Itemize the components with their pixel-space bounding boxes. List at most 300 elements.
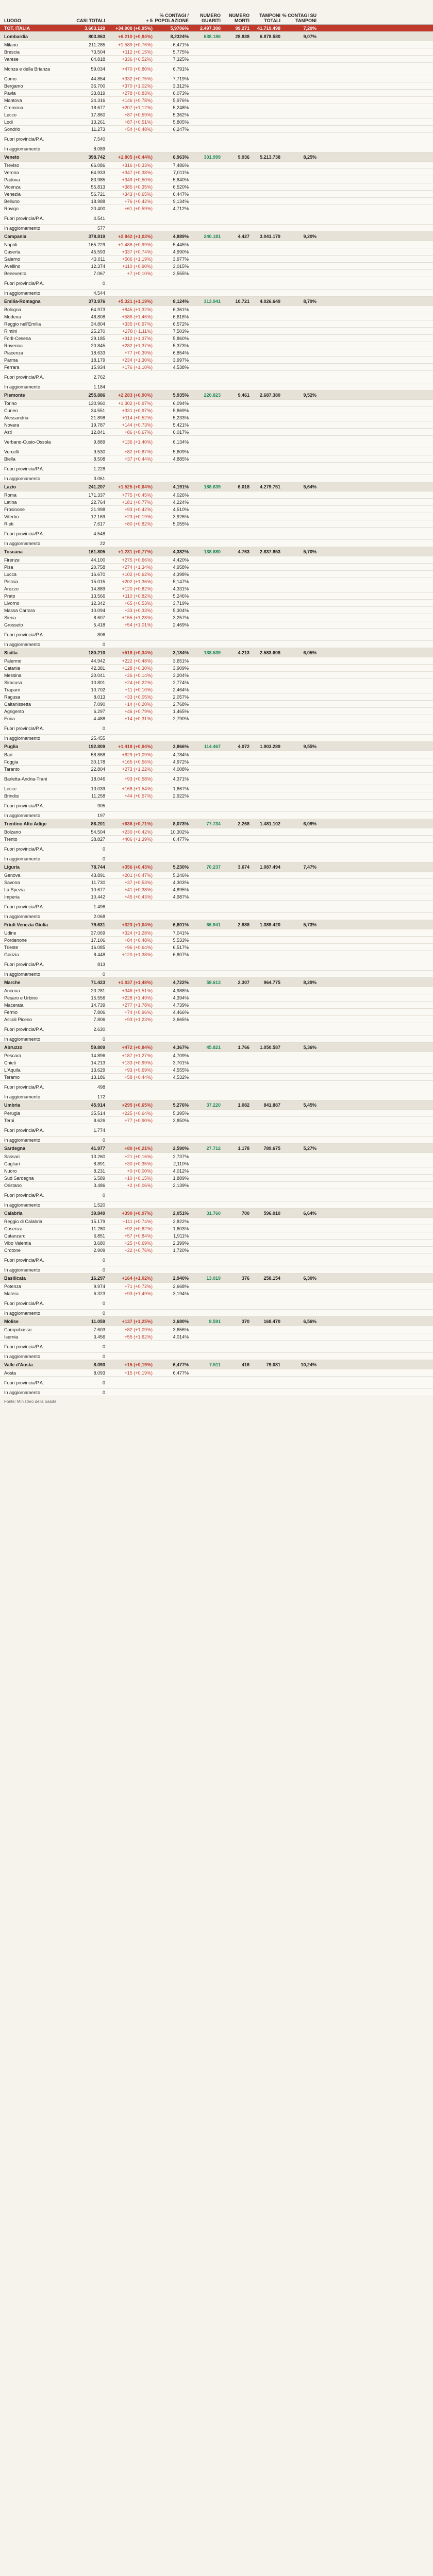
province-cases: 3.486 — [93, 1182, 105, 1188]
province-cases: 813 — [97, 961, 105, 967]
province-name: Reggio nell'Emilia — [4, 321, 41, 327]
region-healed: 138.880 — [204, 549, 221, 554]
province-name: Taranto — [4, 766, 20, 772]
region-row[interactable] — [0, 742, 433, 751]
region-healed: 114.467 — [204, 743, 221, 749]
region-row[interactable] — [0, 1043, 433, 1052]
region-row[interactable] — [0, 862, 433, 872]
province-row — [0, 1189, 433, 1201]
col-contagi-tamponi[interactable]: % CONTAGI SU TAMPONI — [282, 13, 317, 23]
region-ratio: 5,27% — [303, 1145, 317, 1151]
region-delta: +1.525 (+0,64%) — [118, 484, 153, 489]
region-pct: 2,051% — [173, 1210, 189, 1216]
region-deaths: 4.213 — [238, 650, 249, 655]
province-delta: +54 (+0,48%) — [124, 126, 153, 132]
province-name: In aggiornamento — [4, 641, 41, 647]
province-delta: +225 (+0,64%) — [122, 1110, 153, 1116]
province-row — [0, 499, 433, 506]
province-delta: +93 (+0,69%) — [124, 1067, 153, 1073]
province-pct: 6,517% — [173, 944, 189, 950]
province-pct: 2,399% — [173, 1240, 189, 1246]
province-pct: 7,325% — [173, 56, 189, 62]
province-delta: +230 (+0,42%) — [122, 829, 153, 835]
province-delta: +14 (+0,20%) — [124, 701, 153, 707]
province-row — [0, 357, 433, 364]
province-delta: +30 (+0,35%) — [124, 1161, 153, 1166]
region-ratio: 6,09% — [303, 821, 317, 826]
province-pct: 6,447% — [173, 191, 189, 197]
province-row — [0, 701, 433, 708]
province-pct: 2,668% — [173, 1283, 189, 1289]
province-cases: 20.845 — [91, 343, 105, 348]
region-tests: 1.481.102 — [259, 821, 280, 826]
total-name: TOT. ITALIA — [4, 25, 30, 31]
region-row[interactable] — [0, 391, 433, 400]
province-row — [0, 958, 433, 971]
province-pct: 3,257% — [173, 615, 189, 620]
province-row — [0, 169, 433, 176]
province-delta: +55 (+1,62%) — [124, 1334, 153, 1340]
province-row — [0, 1290, 433, 1297]
province-pct: 6,807% — [173, 952, 189, 957]
region-tests: 3.041.179 — [259, 233, 280, 239]
col-tamponi[interactable]: TAMPONI TOTALI — [259, 13, 280, 23]
province-name: Teramo — [4, 1074, 20, 1080]
region-delta: +137 (+1,25%) — [122, 1318, 153, 1324]
province-name: Lecco — [4, 112, 17, 117]
region-healed: 31.760 — [206, 1210, 221, 1216]
province-row — [0, 735, 433, 742]
province-row — [0, 371, 433, 383]
province-name: Fuori provincia/P.A. — [4, 725, 44, 731]
province-cases: 36.700 — [91, 83, 105, 89]
col-guariti[interactable]: NUMERO GUARITI — [200, 13, 221, 23]
region-pct: 8,073% — [173, 821, 189, 826]
region-row[interactable] — [0, 819, 433, 828]
province-name: Sondrio — [4, 126, 21, 132]
province-name: Terni — [4, 1117, 14, 1123]
region-row[interactable] — [0, 297, 433, 306]
province-cases: 64.818 — [91, 56, 105, 62]
province-row — [0, 1117, 433, 1124]
province-name: In aggiornamento — [4, 1389, 41, 1395]
province-delta: +10 (+0,15%) — [124, 1175, 153, 1181]
province-row — [0, 1124, 433, 1137]
province-cases: 197 — [97, 812, 105, 818]
province-name: Barletta-Andria-Trani — [4, 776, 47, 782]
region-deaths: 3.674 — [238, 864, 249, 870]
region-delta: +5.321 (+1,19%) — [118, 298, 153, 304]
province-row — [0, 1167, 433, 1175]
province-pct: 1,720% — [173, 1247, 189, 1253]
province-name: Messina — [4, 672, 22, 678]
province-row — [0, 1377, 433, 1389]
region-healed: 13.019 — [206, 1275, 221, 1281]
province-delta: +775 (+0,45%) — [122, 492, 153, 498]
province-row — [0, 564, 433, 571]
province-cases: 15.015 — [91, 579, 105, 584]
region-tests: 2.583.608 — [259, 650, 280, 655]
province-name: Fuori provincia/P.A. — [4, 803, 44, 808]
province-pct: 6,572% — [173, 321, 189, 327]
province-row — [0, 1023, 433, 1036]
province-cases: 7.617 — [93, 521, 105, 527]
province-cases: 18.677 — [91, 105, 105, 110]
province-cases: 4.548 — [93, 531, 105, 536]
province-delta: +14 (+0,31%) — [124, 716, 153, 721]
province-pct: 4,987% — [173, 894, 189, 900]
province-cases: 0 — [102, 641, 105, 647]
province-pct: 4,014% — [173, 1334, 189, 1340]
province-cases: 64.973 — [91, 307, 105, 312]
province-delta: +312 (+1,37%) — [122, 335, 153, 341]
province-pct: 4,420% — [173, 557, 189, 563]
province-row — [0, 328, 433, 335]
province-name: Pescara — [4, 1053, 22, 1058]
region-delta: +15 (+0,19%) — [124, 1362, 153, 1367]
province-name: In aggiornamento — [4, 1353, 41, 1359]
province-delta: +165 (+0,56%) — [122, 759, 153, 765]
region-ratio: 5,70% — [303, 549, 317, 554]
province-row — [0, 400, 433, 407]
province-pct: 4,555% — [173, 1067, 189, 1073]
region-name: Lombardia — [4, 33, 28, 39]
province-pct: 3,850% — [173, 1117, 189, 1123]
province-row — [0, 429, 433, 436]
region-deaths: 376 — [241, 1275, 249, 1281]
province-name: Foggia — [4, 759, 19, 765]
province-pct: 7,486% — [173, 162, 189, 168]
province-row — [0, 290, 433, 297]
province-row — [0, 1247, 433, 1254]
province-delta: +86 (+0,67%) — [124, 429, 153, 435]
region-row[interactable] — [0, 482, 433, 492]
region-tests: 4.026.649 — [259, 298, 280, 304]
province-row — [0, 407, 433, 414]
province-cases: 25.270 — [91, 328, 105, 334]
region-row[interactable] — [0, 1274, 433, 1283]
province-name: Fuori provincia/P.A. — [4, 466, 44, 471]
province-name: Pisa — [4, 564, 13, 570]
province-delta: +144 (+0,73%) — [122, 422, 153, 428]
province-row — [0, 277, 433, 290]
province-name: Fuori provincia/P.A. — [4, 374, 44, 380]
province-pct: 4,958% — [173, 564, 189, 570]
province-delta: +406 (+1,39%) — [122, 836, 153, 842]
province-cases: 0 — [102, 846, 105, 852]
province-row — [0, 971, 433, 978]
region-name: Liguria — [4, 864, 20, 870]
province-name: In aggiornamento — [4, 1202, 41, 1208]
province-row — [0, 162, 433, 169]
province-cases: 66.086 — [91, 162, 105, 168]
region-healed: 138.539 — [204, 650, 221, 655]
region-pct: 5,276% — [173, 1102, 189, 1108]
province-delta: +76 (+0,42%) — [124, 198, 153, 204]
province-delta: +336 (+0,52%) — [122, 56, 153, 62]
province-pct: 6,247% — [173, 126, 189, 132]
region-deaths: 9.936 — [238, 154, 249, 160]
region-row[interactable] — [0, 1144, 433, 1153]
province-row — [0, 792, 433, 800]
region-tests: 79.081 — [266, 1362, 280, 1367]
province-cases: 14.739 — [91, 1002, 105, 1008]
province-pct: 3,651% — [173, 658, 189, 664]
region-row[interactable] — [0, 547, 433, 556]
province-cases: 13.039 — [91, 786, 105, 791]
province-name: In aggiornamento — [4, 476, 41, 481]
province-row — [0, 1059, 433, 1066]
province-row — [0, 475, 433, 482]
province-row — [0, 600, 433, 607]
province-pct: 5,373% — [173, 343, 189, 348]
province-name: Sassari — [4, 1154, 20, 1159]
region-delta: +472 (+0,84%) — [122, 1044, 153, 1050]
province-row — [0, 893, 433, 901]
province-delta: +234 (+1,30%) — [122, 357, 153, 363]
region-ratio: 10,24% — [301, 1362, 317, 1367]
province-row — [0, 145, 433, 152]
province-pct: 6,616% — [173, 314, 189, 319]
province-cases: 18.179 — [91, 357, 105, 363]
province-pct: 5,362% — [173, 112, 189, 117]
province-cases: 43.891 — [91, 872, 105, 878]
region-deaths: 10.721 — [235, 298, 249, 304]
region-tests: 1.050.587 — [259, 1044, 280, 1050]
province-pct: 3,656% — [173, 1327, 189, 1332]
province-pct: 10,302% — [170, 829, 189, 835]
province-cases: 7.540 — [93, 136, 105, 142]
province-row — [0, 1093, 433, 1100]
total-cases: 3.603.129 — [84, 25, 105, 31]
province-cases: 12.374 — [91, 263, 105, 269]
region-tests: 841.887 — [263, 1102, 280, 1108]
region-deaths: 416 — [241, 1362, 249, 1367]
col-perc-pop[interactable]: % CONTAGI / POPOLAZIONE — [155, 13, 189, 23]
province-delta: +136 (+1,40%) — [122, 439, 153, 445]
region-tests: 2.837.853 — [259, 549, 280, 554]
province-pct: 6,094% — [173, 400, 189, 406]
province-name: In aggiornamento — [4, 384, 41, 389]
province-cases: 16.085 — [91, 944, 105, 950]
province-cases: 19.787 — [91, 422, 105, 428]
region-name: Abruzzo — [4, 1044, 23, 1050]
province-name: Genova — [4, 872, 21, 878]
region-deaths: 4.072 — [238, 743, 249, 749]
province-name: In aggiornamento — [4, 812, 41, 818]
province-name: Biella — [4, 456, 16, 462]
region-tests: 6.878.580 — [259, 33, 280, 39]
region-row[interactable] — [0, 1317, 433, 1326]
province-delta: +202 (+1,36%) — [122, 579, 153, 584]
province-name: Macerata — [4, 1002, 24, 1008]
province-row — [0, 256, 433, 263]
region-cases: 373.976 — [88, 298, 105, 304]
region-pct: 6,963% — [173, 154, 189, 160]
province-name: In aggiornamento — [4, 290, 41, 296]
province-name: Grosseto — [4, 622, 23, 628]
region-deaths: 4.427 — [238, 233, 249, 239]
region-pct: 3,866% — [173, 743, 189, 749]
province-name: Udine — [4, 930, 16, 936]
province-cases: 8.089 — [93, 146, 105, 151]
province-cases: 29.185 — [91, 335, 105, 341]
province-cases: 8.093 — [93, 1370, 105, 1376]
region-row[interactable] — [0, 1100, 433, 1110]
province-name: Avellino — [4, 263, 21, 269]
province-cases: 2.630 — [93, 1026, 105, 1032]
province-pct: 5,421% — [173, 422, 189, 428]
province-pct: 4,895% — [173, 887, 189, 892]
region-healed: 188.639 — [204, 484, 221, 489]
col-casi[interactable]: CASI TOTALI — [76, 18, 105, 23]
province-name: Agrigento — [4, 708, 24, 714]
province-cases: 15.556 — [91, 995, 105, 1001]
province-row — [0, 657, 433, 665]
province-delta: +1.486 (+0,99%) — [118, 242, 153, 247]
province-name: Bergamo — [4, 83, 23, 89]
region-row[interactable] — [0, 1209, 433, 1218]
region-name: Puglia — [4, 743, 19, 749]
province-row — [0, 75, 433, 82]
province-row — [0, 436, 433, 448]
province-name: Asti — [4, 429, 12, 435]
region-pct: 6,601% — [173, 922, 189, 927]
province-row — [0, 513, 433, 520]
province-name: Fuori provincia/P.A. — [4, 215, 44, 221]
province-row — [0, 1333, 433, 1341]
province-name: Ancona — [4, 988, 20, 993]
total-delta: +34.000 (+0,95%) — [115, 25, 153, 31]
province-row — [0, 448, 433, 455]
province-pct: 5,445% — [173, 242, 189, 247]
region-ratio: 6,30% — [303, 1275, 317, 1281]
province-delta: +22 (+0,76%) — [124, 1247, 153, 1253]
province-pct: 2,057% — [173, 694, 189, 700]
province-delta: +335 (+0,97%) — [122, 321, 153, 327]
province-cases: 0 — [102, 1389, 105, 1395]
region-row[interactable] — [0, 232, 433, 241]
col-morti[interactable]: NUMERO MORTI — [229, 13, 249, 23]
province-row — [0, 421, 433, 429]
region-row[interactable] — [0, 648, 433, 657]
region-healed: 8.591 — [209, 1318, 221, 1324]
province-row — [0, 335, 433, 342]
province-name: Prato — [4, 593, 15, 599]
province-name: In aggiornamento — [4, 540, 41, 546]
province-pct: 5,840% — [173, 177, 189, 182]
source-note: Fonte: Ministero della Salute — [4, 1399, 57, 1404]
region-row[interactable] — [0, 32, 433, 41]
total-tests: 41.719.498 — [257, 25, 280, 31]
province-row — [0, 722, 433, 735]
region-row[interactable] — [0, 152, 433, 162]
province-cases: 165.229 — [88, 242, 105, 247]
province-name: Siracusa — [4, 680, 23, 685]
region-name: Emilia-Romagna — [4, 298, 41, 304]
col-variazione[interactable]: + 5 — [146, 18, 153, 23]
region-delta: +295 (+0,65%) — [122, 1102, 153, 1108]
province-row — [0, 1201, 433, 1209]
region-deaths: 6.018 — [238, 484, 249, 489]
province-pct: 6,134% — [173, 439, 189, 445]
region-name: Sardegna — [4, 1145, 26, 1151]
province-cases: 48.808 — [91, 314, 105, 319]
region-healed: 27.712 — [206, 1145, 221, 1151]
region-row[interactable] — [0, 920, 433, 929]
province-cases: 8.607 — [93, 615, 105, 620]
province-name: Cuneo — [4, 408, 18, 413]
province-name: Pavia — [4, 90, 16, 96]
province-name: Potenza — [4, 1283, 22, 1289]
region-delta: +1.418 (+0,94%) — [118, 743, 153, 749]
province-delta: +114 (+0,52%) — [122, 415, 153, 420]
province-row — [0, 90, 433, 97]
province-pct: 1,465% — [173, 708, 189, 714]
province-name: Lodi — [4, 119, 13, 125]
province-pct: 3,015% — [173, 263, 189, 269]
province-pct: 5,246% — [173, 872, 189, 878]
province-name: Trapani — [4, 687, 20, 692]
province-delta: +222 (+0,48%) — [122, 658, 153, 664]
province-row — [0, 383, 433, 391]
province-cases: 6.589 — [93, 1175, 105, 1181]
region-deaths: 4.763 — [238, 549, 249, 554]
region-pct: 5,230% — [173, 864, 189, 870]
region-name: Friuli Venezia Giulia — [4, 922, 48, 927]
province-cases: 1.520 — [93, 1202, 105, 1208]
province-cases: 7.090 — [93, 701, 105, 707]
province-name: Pesaro e Urbino — [4, 995, 38, 1001]
region-tests: 596.010 — [263, 1210, 280, 1216]
region-delta: +2.283 (+0,90%) — [118, 392, 153, 398]
province-name: Trento — [4, 836, 18, 842]
province-delta: +58 (+0,44%) — [124, 1074, 153, 1080]
col-luogo[interactable]: LUOGO — [4, 18, 21, 23]
province-pct: 4,008% — [173, 766, 189, 772]
province-pct: 5,233% — [173, 415, 189, 420]
province-cases: 10.442 — [91, 894, 105, 900]
province-delta: +112 (+0,15%) — [122, 49, 153, 55]
region-row[interactable] — [0, 978, 433, 987]
total-healed: 2.497.308 — [199, 25, 221, 31]
province-cases: 11.273 — [91, 126, 105, 132]
province-name: Matera — [4, 1291, 19, 1296]
region-row[interactable] — [0, 1360, 433, 1369]
province-pct: 4,784% — [173, 752, 189, 757]
province-cases: 6.323 — [93, 1291, 105, 1296]
region-healed: 7.511 — [209, 1362, 221, 1367]
province-cases: 9.889 — [93, 439, 105, 445]
province-row — [0, 556, 433, 564]
province-cases: 3.061 — [93, 476, 105, 481]
province-delta: +96 (+0,64%) — [124, 944, 153, 950]
region-healed: 313.941 — [204, 298, 221, 304]
province-name: Nuoro — [4, 1168, 17, 1174]
province-name: Aosta — [4, 1370, 16, 1376]
province-row — [0, 41, 433, 48]
province-pct: 6,791% — [173, 66, 189, 72]
province-delta: +277 (+1,78%) — [122, 1002, 153, 1008]
province-pct: 3,926% — [173, 514, 189, 519]
province-delta: +93 (+1,49%) — [124, 1291, 153, 1296]
province-delta: +110 (+0,82%) — [122, 593, 153, 599]
province-delta: +470 (+0,80%) — [122, 66, 153, 72]
province-name: Torino — [4, 400, 17, 406]
region-pct: 5,935% — [173, 392, 189, 398]
province-row — [0, 937, 433, 944]
province-row — [0, 828, 433, 836]
